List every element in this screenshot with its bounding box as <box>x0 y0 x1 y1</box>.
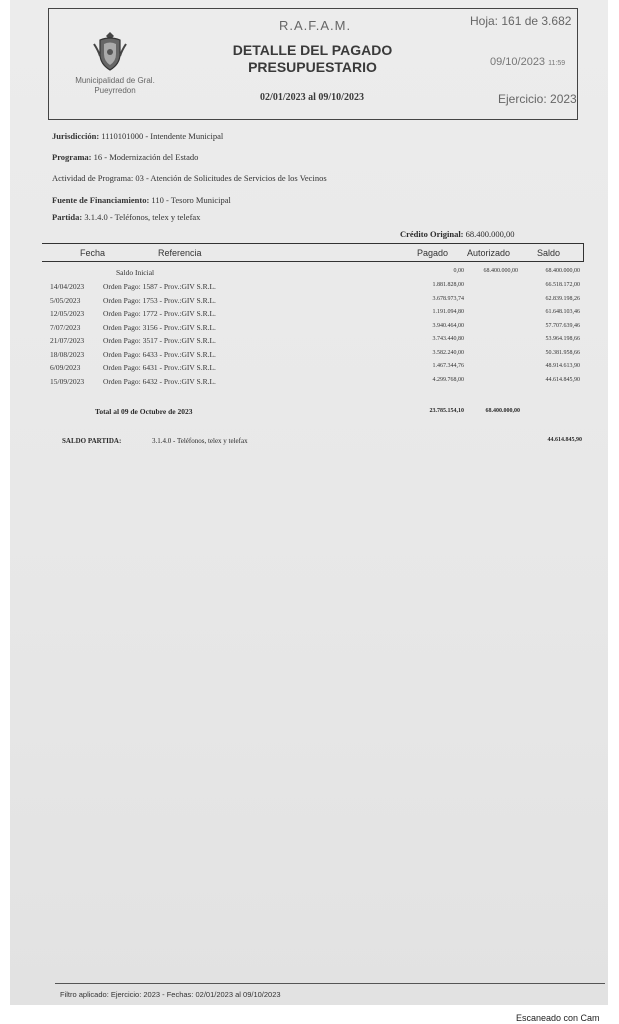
row-pagado: 3.678.973,74 <box>432 295 464 302</box>
row-referencia: Orden Pago: 1587 - Prov.:GIV S.R.L. <box>103 282 216 291</box>
row-referencia: Orden Pago: 6433 - Prov.:GIV S.R.L. <box>103 349 216 359</box>
row-pagado: 3.743.440,80 <box>432 336 464 342</box>
print-date <box>490 56 580 68</box>
row-referencia: Orden Pago: 1772 - Prov.:GIV S.R.L. <box>103 309 216 318</box>
fuente-field <box>52 195 231 205</box>
programa-label: Programa: <box>52 152 92 162</box>
system-name: R.A.F.A.M. <box>278 18 352 33</box>
footer-divider <box>55 983 605 984</box>
jurisdiccion-value: 1110101000 - Intendente Municipal <box>101 131 224 141</box>
total-autorizado: 68.400.000,00 <box>485 408 520 414</box>
coat-of-arms-icon <box>88 30 132 72</box>
jurisdiccion-field <box>52 131 223 141</box>
col-fecha: Fecha <box>80 248 106 258</box>
row-saldo: 53.964.198,66 <box>545 336 580 342</box>
table-row <box>0 377 619 389</box>
row-referencia: Orden Pago: 1753 - Prov.:GIV S.R.L. <box>103 295 216 305</box>
row-referencia: Orden Pago: 3517 - Prov.:GIV S.R.L. <box>103 336 216 345</box>
total-pagado: 23.785.154,10 <box>429 408 464 414</box>
fuente-value: 110 - Tesoro Municipal <box>151 195 231 205</box>
row-pagado: 3.940.464,00 <box>432 322 464 329</box>
table-row <box>0 296 619 308</box>
col-referencia: Referencia <box>158 248 202 258</box>
report-title <box>205 42 420 76</box>
credito-value: 68.400.000,00 <box>465 229 515 239</box>
jurisdiccion-label: Jurisdicción: <box>52 131 100 141</box>
title-line-2: PRESUPUESTARIO <box>248 59 377 75</box>
saldo-inicial-label: Saldo Inicial <box>116 268 155 277</box>
actividad-field: Actividad de Programa: 03 - Atención de Solicitudes de Servicios de los Vecinos <box>52 173 327 183</box>
row-saldo: 44.614.845,90 <box>545 376 580 383</box>
table-row <box>0 350 619 362</box>
row-saldo: 61.648.103,46 <box>545 309 580 315</box>
table-row <box>0 323 619 335</box>
row-referencia: Orden Pago: 3156 - Prov.:GIV S.R.L. <box>103 322 216 332</box>
credito-label: Crédito Original: <box>400 229 464 239</box>
partida-field <box>52 212 200 222</box>
row-fecha: 15/09/2023 <box>50 376 85 386</box>
saldo-partida-value: 44.614.845,90 <box>547 437 582 443</box>
credito-original <box>400 229 515 239</box>
row-saldo: 57.707.639,46 <box>545 322 580 329</box>
row-saldo: 62.839.198,26 <box>545 295 580 302</box>
table-header <box>42 243 584 262</box>
saldo-inicial-autorizado: 68.400.000,00 <box>483 268 518 274</box>
table-row <box>0 309 619 321</box>
page-number: Hoja: 161 de 3.682 <box>470 14 572 28</box>
fuente-label: Fuente de Financiamiento: <box>52 195 150 205</box>
row-fecha: 14/04/2023 <box>50 282 85 291</box>
row-referencia: Orden Pago: 6432 - Prov.:GIV S.R.L. <box>103 376 216 386</box>
saldo-partida-name: 3.1.4.0 - Teléfonos, telex y telefax <box>152 437 248 445</box>
row-saldo: 50.381.958,66 <box>545 349 580 356</box>
saldo-inicial-pagado: 0,00 <box>453 268 464 274</box>
row-pagado: 1.881.828,00 <box>432 282 464 288</box>
document-page <box>10 0 608 1005</box>
table-row <box>0 282 619 294</box>
saldo-partida-label: SALDO PARTIDA: <box>62 437 122 445</box>
partida-value: 3.1.4.0 - Teléfonos, telex y telefax <box>84 212 201 222</box>
col-saldo: Saldo <box>537 248 561 258</box>
row-pagado: 1.467.344,76 <box>432 363 464 369</box>
print-date-value: 09/10/2023 <box>490 56 546 68</box>
print-time: 11:59 <box>548 60 566 67</box>
row-fecha: 21/07/2023 <box>50 336 85 345</box>
partida-label: Partida: <box>52 212 83 222</box>
applied-filter: Filtro aplicado: Ejercicio: 2023 - Fechas: 02/01/2023 al 09/10/2023 <box>60 990 281 999</box>
saldo-inicial-row <box>0 268 619 280</box>
row-saldo: 48.914.613,90 <box>545 363 580 369</box>
row-pagado: 3.582.240,00 <box>432 349 464 356</box>
table-row <box>0 336 619 348</box>
programa-field <box>52 152 198 162</box>
row-pagado: 1.191.094,80 <box>432 309 464 315</box>
row-fecha: 12/05/2023 <box>50 309 85 318</box>
programa-value: 16 - Modernización del Estado <box>93 152 199 162</box>
row-fecha: 7/07/2023 <box>50 322 81 332</box>
saldo-inicial-saldo: 68.400.000,00 <box>545 268 580 274</box>
row-fecha: 18/08/2023 <box>50 349 85 359</box>
fiscal-year: Ejercicio: 2023 <box>498 92 577 106</box>
municipality-name: Municipalidad de Gral. Pueyrredon <box>75 76 155 95</box>
row-saldo: 66.518.172,00 <box>545 282 580 288</box>
total-label: Total al 09 de Octubre de 2023 <box>95 407 193 416</box>
row-fecha: 6/09/2023 <box>50 363 81 372</box>
row-referencia: Orden Pago: 6431 - Prov.:GIV S.R.L. <box>103 363 216 372</box>
col-autorizado: Autorizado <box>467 248 511 258</box>
col-pagado: Pagado <box>417 248 449 258</box>
title-line-1: DETALLE DEL PAGADO <box>232 42 393 58</box>
scanner-watermark: Escaneado con Cam <box>516 1013 600 1023</box>
date-range: 02/01/2023 al 09/10/2023 <box>260 92 364 103</box>
row-pagado: 4.299.768,00 <box>432 376 464 383</box>
table-row <box>0 363 619 375</box>
row-fecha: 5/05/2023 <box>50 295 81 305</box>
